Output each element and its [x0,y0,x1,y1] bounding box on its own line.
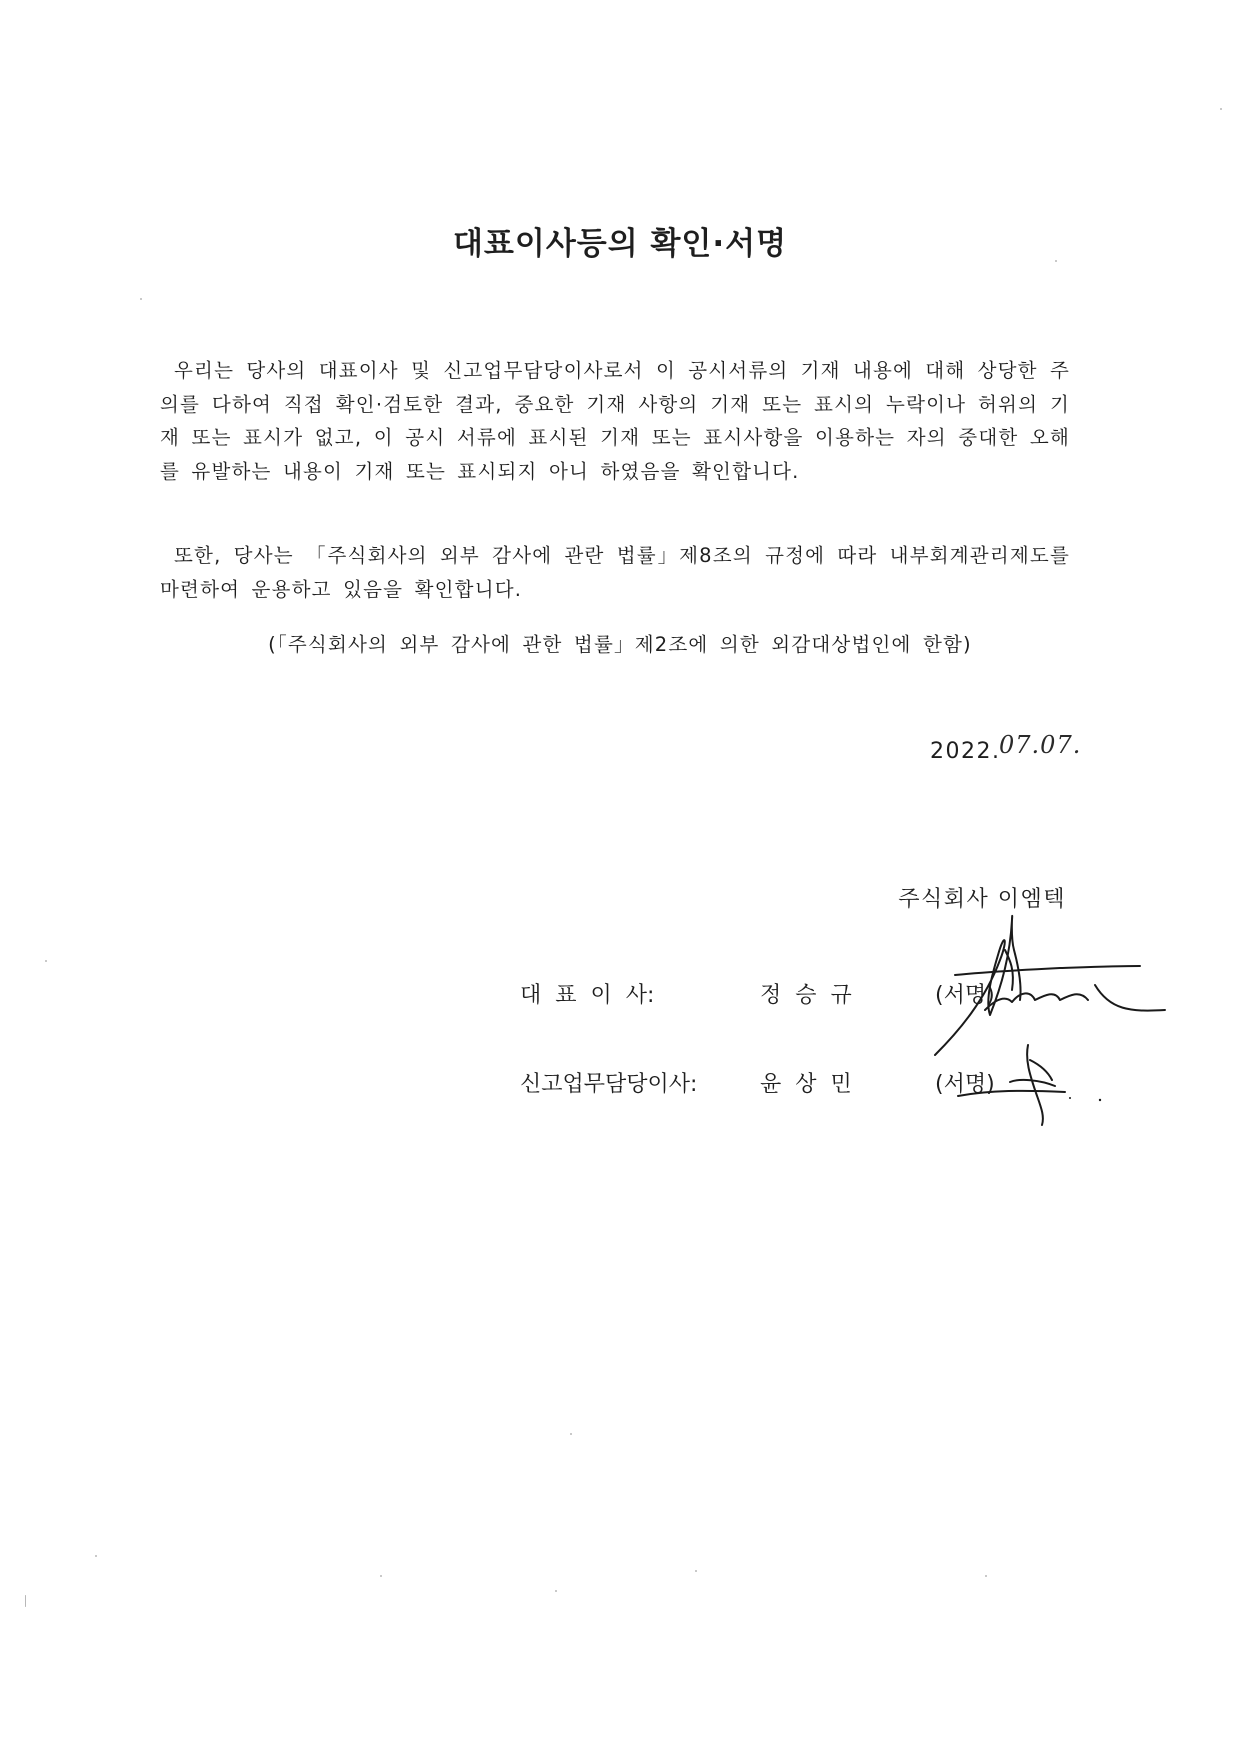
scan-speck [1055,260,1057,262]
signatory-role: 대 표 이 사: [520,983,655,1008]
document-title: 대표이사등의 확인·서명 [452,226,788,262]
scan-speck [25,1595,26,1607]
scan-speck [380,1575,382,1577]
date-printed: 2022. [930,739,1001,764]
confirmation-paragraph: 우리는 당사의 대표이사 및 신고업무담당이사로서 이 공시서류의 기재 내용에 대해 상당한 주의를 다하여 직접 확인·검토한 결과, 중요한 기재 사항의 기재 또는 표시의 누락이나 허위의 기재 또는 표시가 없고, 이 공시 서류에 표시된 기재 또는 표시사항을 이용하는 자의 중대한 오해를 유발하는 내용이 기재 또는 표시되지 아니 하였음을 확인합니다. [160,359,1070,483]
signature-mark-label: (서명) [935,1072,995,1097]
scan-speck [570,1433,572,1435]
scan-speck [555,1590,557,1592]
scan-speck [985,1575,987,1577]
applicability-note: (「주식회사의 외부 감사에 관한 법률」제2조에 의한 외감대상법인에 한함) [268,633,972,656]
scan-speck [1220,108,1222,110]
signatory-role: 신고업무담당이사: [520,1072,698,1097]
signatory-name: 윤 상 민 [760,1072,852,1097]
internal-control-paragraph: 또한, 당사는 「주식회사의 외부 감사에 관란 법률」제8조의 규정에 따라 내부회계관리제도를 마련하여 운용하고 있음을 확인합니다. [160,544,1070,601]
signature-mark-label: (서명) [935,983,995,1008]
signature-disclosure-officer [958,1045,1065,1125]
scan-speck [695,1570,697,1572]
date-handwritten: 07.07. [999,731,1082,759]
scan-speck [45,960,47,962]
signatory-name: 정 승 규 [760,983,852,1008]
scan-speck [95,1555,97,1557]
scan-speck [140,298,142,300]
company-name: 주식회사 이엠텍 [898,887,1066,912]
signature-ceo [935,916,1165,1055]
